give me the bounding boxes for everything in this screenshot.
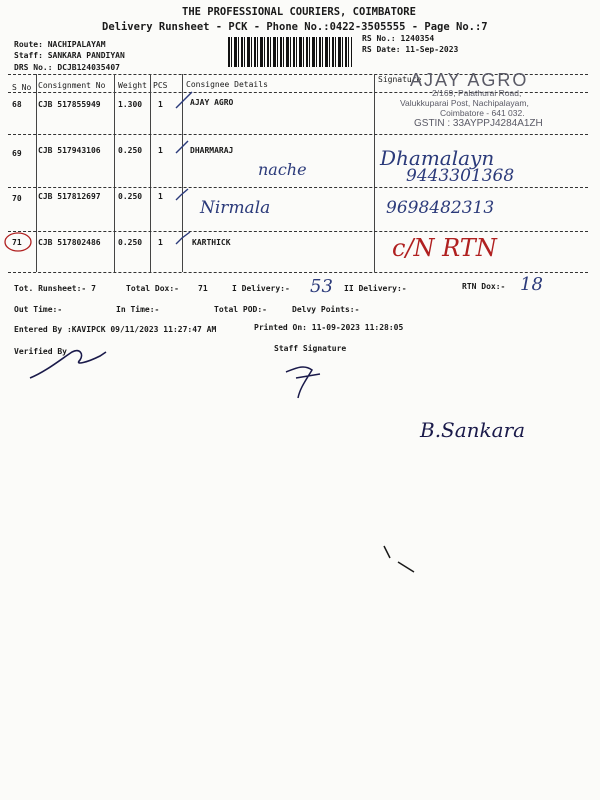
row-consignment: CJB 517943106 — [38, 146, 101, 155]
rs-number: RS No.: 1240354 — [362, 34, 435, 43]
row-consignment: CJB 517802486 — [38, 238, 101, 247]
handwritten-return-note: c/N RTN — [392, 234, 497, 262]
stamp-line4: GSTIN : 33AYPPJ4284A1ZH — [414, 118, 543, 129]
bottom-staff-signature: B.Sankara — [420, 418, 526, 442]
runsheet-subtitle: Delivery Runsheet - PCK - Phone No.:0422-3505555 - Page No.:7 — [102, 21, 488, 33]
row-sno: 69 — [12, 149, 22, 158]
col-weight: Weight — [118, 81, 147, 90]
row-pcs: 1 — [158, 192, 163, 201]
handwritten-phone: 9698482313 — [386, 198, 495, 218]
total-dox-value: 71 — [198, 284, 208, 293]
row-pcs: 1 — [158, 100, 163, 109]
pen-stroke-mark — [384, 546, 414, 572]
i-delivery-label: I Delivery:- — [232, 284, 290, 293]
row-pcs: 1 — [158, 146, 163, 155]
handwritten-name: Nirmala — [200, 198, 271, 218]
col-consignee: Consignee Details — [186, 80, 268, 89]
col-consignment: Consignment No — [38, 81, 106, 90]
stamp-name: AJAY AGRO — [410, 70, 529, 90]
total-runsheet: Tot. Runsheet:- 7 — [14, 284, 96, 293]
row-sno: 70 — [12, 194, 22, 203]
row-consignee: KARTHICK — [192, 238, 231, 247]
row-weight: 1.300 — [118, 100, 143, 109]
printed-on: Printed On: 11-09-2023 11:28:05 — [254, 323, 404, 332]
staff-signature-label: Staff Signature — [274, 344, 347, 353]
tick-mark — [176, 232, 190, 244]
handwritten-phone: 9443301368 — [406, 166, 515, 186]
tick-mark — [176, 189, 188, 200]
tick-mark — [176, 141, 188, 153]
tick-mark — [176, 92, 192, 108]
col-signature: Signature — [378, 75, 422, 84]
row-71-circle-mark — [5, 233, 31, 251]
delvy-points-label: Delvy Points:- — [292, 305, 360, 314]
i-delivery-handwritten: 53 — [310, 276, 333, 297]
stamp-line1: 2/169, Palathurai Road, — [432, 88, 522, 98]
rtn-dox-handwritten: 18 — [520, 274, 543, 295]
row-consignee: AJAY AGRO — [190, 98, 234, 107]
row-sno: 71 — [12, 238, 22, 247]
entered-by: Entered By :KAVIPCK 09/11/2023 11:27:47 AM — [14, 325, 217, 334]
drs-label: DRS No.: DCJB124035407 — [14, 63, 120, 72]
row-consignment: CJB 517855949 — [38, 100, 101, 109]
total-pod-label: Total POD:- — [214, 305, 267, 314]
col-pcs: PCS — [153, 81, 168, 90]
rs-date: RS Date: 11-Sep-2023 — [362, 45, 459, 54]
company-title: THE PROFESSIONAL COURIERS, COIMBATORE — [182, 6, 416, 18]
stamp-line3: Coimbatore - 641 032. — [440, 108, 525, 118]
ii-delivery-label: II Delivery:- — [344, 284, 407, 293]
in-time-label: In Time:- — [116, 305, 160, 314]
row-weight: 0.250 — [118, 192, 143, 201]
row-weight: 0.250 — [118, 146, 143, 155]
rtn-dox-label: RTN Dox:- — [462, 282, 506, 291]
out-time-label: Out Time:- — [14, 305, 63, 314]
row-consignee: DHARMARAJ — [190, 146, 234, 155]
col-sno: S No — [12, 83, 32, 92]
row-consignment: CJB 517812697 — [38, 192, 101, 201]
handwritten-signature: Dhamalayn — [380, 146, 495, 170]
stamp-line2: Valukkuparai Post, Nachipalayam, — [400, 98, 529, 108]
total-dox-label: Total Dox:- — [126, 284, 179, 293]
row-pcs: 1 — [158, 238, 163, 247]
row-sno: 68 — [12, 100, 22, 109]
verified-by-label: Verified By — [14, 347, 67, 356]
route-label: Route: NACHIPALAYAM — [14, 40, 106, 49]
staff-signature — [286, 367, 320, 398]
staff-label: Staff: SANKARA PANDIYAN — [14, 51, 125, 60]
handwritten-name: nache — [258, 160, 307, 179]
row-weight: 0.250 — [118, 238, 143, 247]
